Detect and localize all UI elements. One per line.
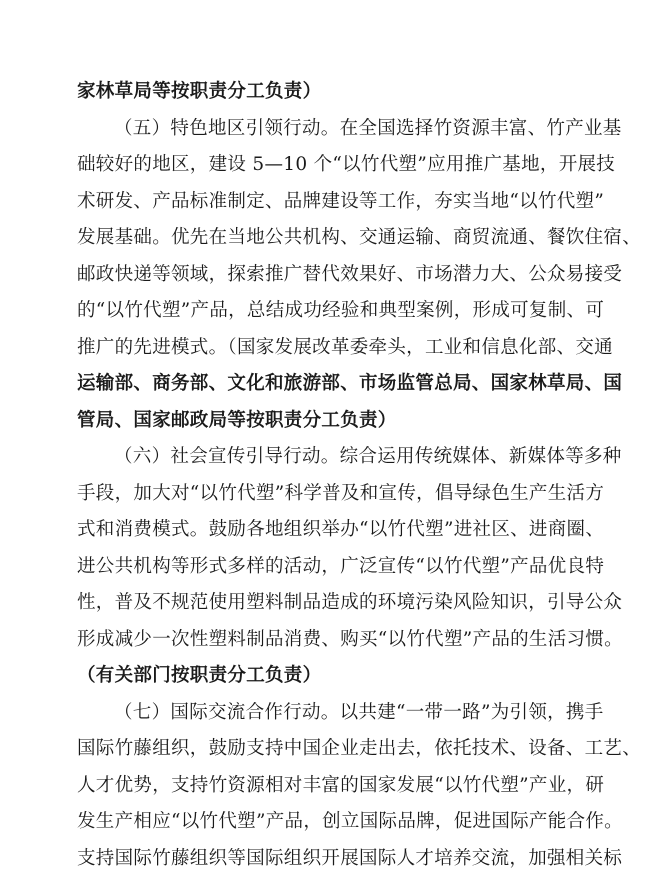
text-line-8: 推广的先进模式。（国家发展改革委牵头，工业和信息化部、交通 [77, 330, 603, 367]
text-line-15: 性，普及不规范使用塑料制品造成的环境污染风险知识，引导公众 [77, 585, 603, 622]
section-5-heading-line: （五）特色地区引领行动。在全国选择竹资源丰富、竹产业基 [77, 111, 603, 148]
text-line-3: 础较好的地区，建设 5—10 个“以竹代塑”应用推广基地，开展技 [77, 147, 603, 184]
text-line-19: 国际竹藤组织，鼓励支持中国企业走出去，依托技术、设备、工艺、 [77, 731, 603, 768]
text-line-9: 运输部、商务部、文化和旅游部、市场监管总局、国家林草局、国 [77, 366, 603, 403]
text-line-12: 手段，加大对“以竹代塑”科学普及和宣传，倡导绿色生产生活方 [77, 476, 603, 513]
text-line-17: （有关部门按职责分工负责） [77, 658, 603, 695]
text-line-16: 形成减少一次性塑料制品消费、购买“以竹代塑”产品的生活习惯。 [77, 622, 603, 659]
section-6-heading-line: （六）社会宣传引导行动。综合运用传统媒体、新媒体等多种 [77, 439, 603, 476]
text-line-21: 发生产相应“以竹代塑”产品，创立国际品牌，促进国际产能合作。 [77, 804, 603, 841]
text-line-5: 发展基础。优先在当地公共机构、交通运输、商贸流通、餐饮住宿、 [77, 220, 603, 257]
text-line-22: 支持国际竹藤组织等国际组织开展国际人才培养交流，加强相关标 [77, 841, 603, 877]
text-line-1: 家林草局等按职责分工负责） [77, 74, 603, 111]
text-line-20: 人才优势，支持竹资源相对丰富的国家发展“以竹代塑”产业，研 [77, 768, 603, 805]
section-7-heading-line: （七）国际交流合作行动。以共建“一带一路”为引领，携手 [77, 695, 603, 732]
text-line-14: 进公共机构等形式多样的活动，广泛宣传“以竹代塑”产品优良特 [77, 549, 603, 586]
text-line-10: 管局、国家邮政局等按职责分工负责） [77, 403, 603, 440]
text-line-7: 的“以竹代塑”产品，总结成功经验和典型案例，形成可复制、可 [77, 293, 603, 330]
text-line-13: 式和消费模式。鼓励各地组织举办“以竹代塑”进社区、进商圈、 [77, 512, 603, 549]
text-line-6: 邮政快递等领域，探索推广替代效果好、市场潜力大、公众易接受 [77, 257, 603, 294]
text-line-4: 术研发、产品标准制定、品牌建设等工作，夯实当地“以竹代塑” [77, 184, 603, 221]
